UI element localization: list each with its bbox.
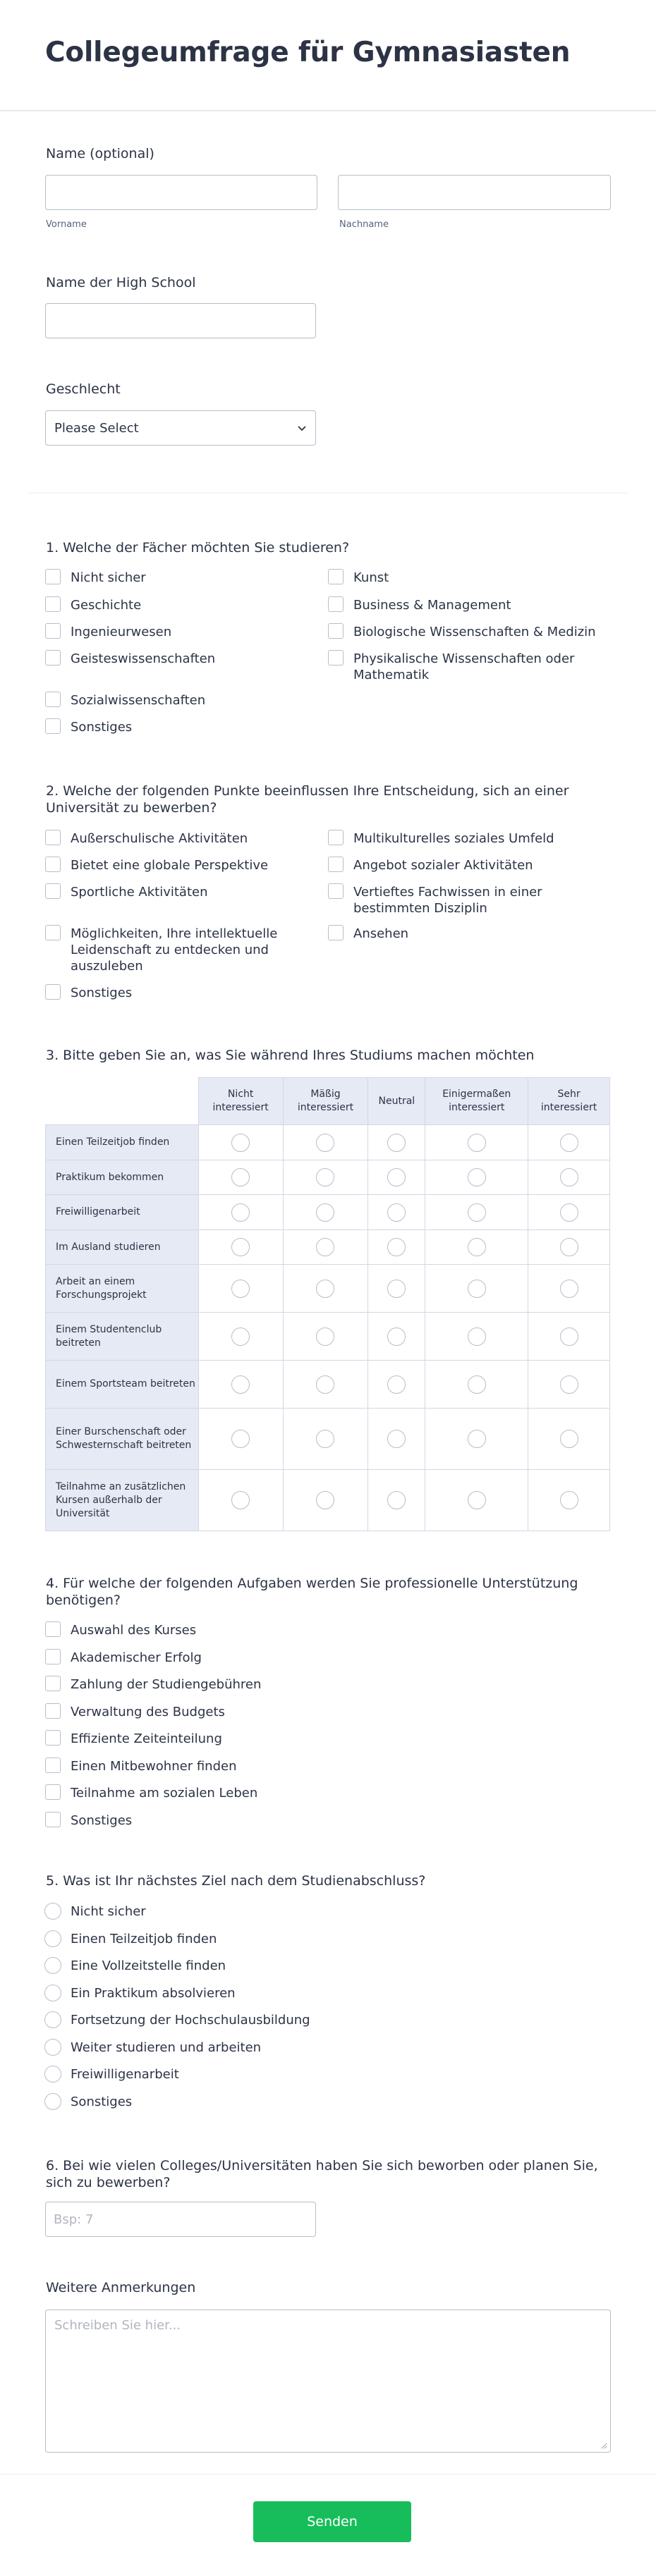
matrix-radio[interactable] [231,1280,250,1298]
matrix-radio[interactable] [560,1375,578,1394]
q4-checkbox[interactable] [45,1758,61,1773]
q2-checkbox[interactable] [45,830,61,845]
q4-option-label: Einen Mitbewohner finden [71,1759,237,1774]
matrix-radio[interactable] [387,1375,406,1394]
q4-checkbox[interactable] [45,1812,61,1827]
matrix-radio[interactable] [316,1168,334,1186]
q1-checkbox[interactable] [328,650,344,666]
matrix-row [46,1125,610,1160]
matrix-radio[interactable] [231,1134,250,1152]
q5-option-label: Eine Vollzeitstelle finden [71,1958,226,1973]
q2-option-label: Ansehen [353,926,409,941]
matrix-radio[interactable] [468,1491,486,1509]
comments-placeholder: Schreiben Sie hier... [54,2318,181,2333]
q4-option-label: Effiziente Zeiteinteilung [71,1731,222,1746]
q1-option-label: Geisteswissenschaften [71,651,216,666]
matrix-row-label: Praktikum bekommen [46,1160,199,1195]
matrix-radio[interactable] [468,1134,486,1152]
matrix-column-header: Mäßig interessiert [283,1078,368,1125]
matrix-radio[interactable] [468,1280,486,1298]
q5-option-label: Fortsetzung der Hochschulausbildung [71,2013,310,2028]
matrix-radio[interactable] [468,1327,486,1346]
q5-label: 5. Was ist Ihr nächstes Ziel nach dem Studienabschluss? [46,1873,426,1889]
resize-grip-icon[interactable] [600,2442,607,2449]
matrix-radio[interactable] [231,1327,250,1346]
q5-radio[interactable] [44,2093,61,2110]
matrix-row [46,1470,610,1531]
q4-option-label: Auswahl des Kurses [71,1623,197,1638]
matrix-radio[interactable] [231,1491,250,1509]
q1-option-label: Ingenieurwesen [71,625,172,639]
matrix-radio[interactable] [560,1280,578,1298]
q2-checkbox[interactable] [328,883,344,899]
matrix-radio[interactable] [560,1238,578,1256]
q1-option-label: Geschichte [71,598,142,613]
matrix-row-label: Einem Studentenclub beitreten [46,1313,199,1361]
q3-label: 3. Bitte geben Sie an, was Sie während Ihres Studiums machen möchten [46,1048,535,1063]
q4-option-label: Sonstiges [71,1813,133,1828]
matrix-column-header: Neutral [368,1078,425,1125]
last-name-input[interactable] [338,175,611,210]
q5-radio[interactable] [44,2039,61,2056]
last-name-sublabel: Nachname [339,219,389,230]
matrix-radio[interactable] [316,1238,334,1256]
q5-radio[interactable] [44,1903,61,1920]
comments-textarea[interactable] [45,2310,611,2453]
q4-checkbox[interactable] [45,1649,61,1664]
q4-checkbox[interactable] [45,1730,61,1746]
first-name-input[interactable] [45,175,317,210]
q5-option-label: Freiwilligenarbeit [71,2067,179,2082]
matrix-radio[interactable] [387,1327,406,1346]
matrix-radio[interactable] [468,1375,486,1394]
matrix-radio[interactable] [560,1430,578,1448]
first-name-sublabel: Vorname [46,219,87,230]
matrix-corner [46,1078,199,1125]
submit-button[interactable]: Senden [253,2501,411,2542]
matrix-radio[interactable] [468,1168,486,1186]
matrix-row [46,1265,610,1313]
matrix-radio[interactable] [560,1327,578,1346]
matrix-radio[interactable] [387,1134,406,1152]
matrix-radio[interactable] [468,1430,486,1448]
gender-select-value: Please Select [54,421,139,436]
q2-option-label: Möglichkeiten, Ihre intellektuelle Leidenschaft zu entdecken und auszuleben [71,926,278,974]
matrix-radio[interactable] [387,1168,406,1186]
matrix-radio[interactable] [231,1238,250,1256]
matrix-radio[interactable] [316,1280,334,1298]
school-input[interactable] [45,303,316,338]
q5-option-label: Sonstiges [71,2094,133,2109]
matrix-row-label: Einen Teilzeitjob finden [46,1125,199,1160]
q1-checkbox[interactable] [45,569,61,584]
q4-checkbox[interactable] [45,1784,61,1800]
q1-checkbox[interactable] [45,596,61,612]
q6-label: 6. Bei wie vielen Colleges/Universitäten haben Sie sich beworben oder planen Sie, sich zu bewerben? [46,2158,598,2190]
q5-option-label: Einen Teilzeitjob finden [71,1932,217,1946]
name-label: Name (optional) [46,146,154,161]
q2-checkbox[interactable] [328,830,344,845]
gender-select[interactable] [45,410,316,446]
q5-option-label: Nicht sicher [71,1904,146,1919]
matrix-row [46,1195,610,1230]
matrix-radio[interactable] [560,1491,578,1509]
matrix-radio[interactable] [560,1203,578,1222]
matrix-radio[interactable] [468,1238,486,1256]
q2-checkbox[interactable] [45,883,61,899]
matrix-row [46,1361,610,1409]
matrix-row-label: Einer Burschenschaft oder Schwesternschaft beitreten [46,1409,199,1470]
q1-checkbox[interactable] [328,569,344,584]
q1-checkbox[interactable] [45,718,61,734]
matrix-radio[interactable] [316,1203,334,1222]
matrix-radio[interactable] [231,1168,250,1186]
matrix-row [46,1230,610,1265]
q4-label: 4. Für welche der folgenden Aufgaben werden Sie professionelle Unterstützung benötigen? [46,1576,578,1608]
matrix-radio[interactable] [387,1430,406,1448]
q5-radio[interactable] [44,1930,61,1947]
q5-radio[interactable] [44,1985,61,2001]
q4-option-label: Akademischer Erfolg [71,1650,202,1665]
matrix-radio[interactable] [387,1280,406,1298]
q6-number-input[interactable] [45,2202,316,2237]
matrix-radio[interactable] [316,1375,334,1394]
matrix-radio[interactable] [316,1430,334,1448]
school-label: Name der High School [46,275,196,290]
matrix-column-header: Einigermaßen interessiert [425,1078,528,1125]
q1-option-label: Business & Management [353,598,511,613]
matrix-radio[interactable] [560,1168,578,1186]
chevron-down-icon [296,422,308,434]
q1-option-label: Physikalische Wissenschaften oder Mathematik [353,651,575,682]
q5-option-label: Ein Praktikum absolvieren [71,1986,236,2001]
q2-checkbox[interactable] [45,857,61,872]
matrix-row-label: Im Ausland studieren [46,1230,199,1265]
matrix-radio[interactable] [316,1327,334,1346]
q2-checkbox[interactable] [328,857,344,872]
q1-checkbox[interactable] [328,623,344,639]
q6-placeholder: Bsp: 7 [54,2212,94,2227]
q2-option-label: Außerschulische Aktivitäten [71,831,248,846]
matrix-row-label: Teilnahme an zusätzlichen Kursen außerhalb der Universität [46,1470,199,1531]
matrix-radio[interactable] [316,1134,334,1152]
matrix-row [46,1160,610,1195]
matrix-radio[interactable] [231,1375,250,1394]
q2-option-label: Vertieftes Fachwissen in einer bestimmten Disziplin [353,885,542,916]
q1-option-label: Sozialwissenschaften [71,693,206,708]
matrix-column-header: Sehr interessiert [528,1078,610,1125]
q5-option-label: Weiter studieren und arbeiten [71,2040,262,2055]
q2-option-label: Angebot sozialer Aktivitäten [353,858,533,873]
comments-label: Weitere Anmerkungen [46,2280,196,2295]
q1-label: 1. Welche der Fächer möchten Sie studieren? [46,540,350,556]
matrix-radio[interactable] [387,1203,406,1222]
matrix-row-label: Freiwilligenarbeit [46,1195,199,1230]
q4-option-label: Zahlung der Studiengebühren [71,1677,262,1692]
matrix-row [46,1313,610,1361]
q5-radio[interactable] [44,2066,61,2083]
form-title: Collegeumfrage für Gymnasiasten [45,37,571,68]
matrix-radio[interactable] [387,1238,406,1256]
q1-checkbox[interactable] [45,692,61,707]
gender-label: Geschlecht [46,381,121,397]
q2-checkbox[interactable] [328,925,344,940]
q5-radio[interactable] [44,1957,61,1974]
q2-option-label: Sonstiges [71,986,133,1000]
q3-matrix [45,1077,610,1531]
q2-option-label: Bietet eine globale Perspektive [71,858,269,873]
matrix-radio[interactable] [231,1430,250,1448]
q4-option-label: Teilnahme am sozialen Leben [71,1786,258,1801]
q1-checkbox[interactable] [45,650,61,666]
q2-option-label: Sportliche Aktivitäten [71,885,208,900]
matrix-row-label: Einem Sportsteam beitreten [46,1361,199,1409]
header-divider [0,110,656,111]
matrix-column-header: Nicht interessiert [198,1078,283,1125]
q4-option-label: Verwaltung des Budgets [71,1705,225,1719]
q2-label: 2. Welche der folgenden Punkte beeinflussen Ihre Entscheidung, sich an einer Universität zu bewerben? [46,783,569,816]
matrix-radio[interactable] [560,1134,578,1152]
matrix-row [46,1409,610,1470]
q1-option-label: Kunst [353,570,389,585]
q1-checkbox[interactable] [328,596,344,612]
matrix-radio[interactable] [316,1491,334,1509]
q4-checkbox[interactable] [45,1676,61,1691]
matrix-radio[interactable] [231,1203,250,1222]
q5-radio[interactable] [44,2011,61,2028]
q1-option-label: Sonstiges [71,720,133,735]
matrix-row-label: Arbeit an einem Forschungsprojekt [46,1265,199,1313]
q2-checkbox[interactable] [45,984,61,1000]
q2-option-label: Multikulturelles soziales Umfeld [353,831,554,846]
q1-option-label: Nicht sicher [71,570,146,585]
matrix-radio[interactable] [468,1203,486,1222]
matrix-radio[interactable] [387,1491,406,1509]
q4-checkbox[interactable] [45,1621,61,1637]
q1-checkbox[interactable] [45,623,61,639]
q2-checkbox[interactable] [45,925,61,940]
q4-checkbox[interactable] [45,1703,61,1719]
q1-option-label: Biologische Wissenschaften & Medizin [353,625,596,639]
